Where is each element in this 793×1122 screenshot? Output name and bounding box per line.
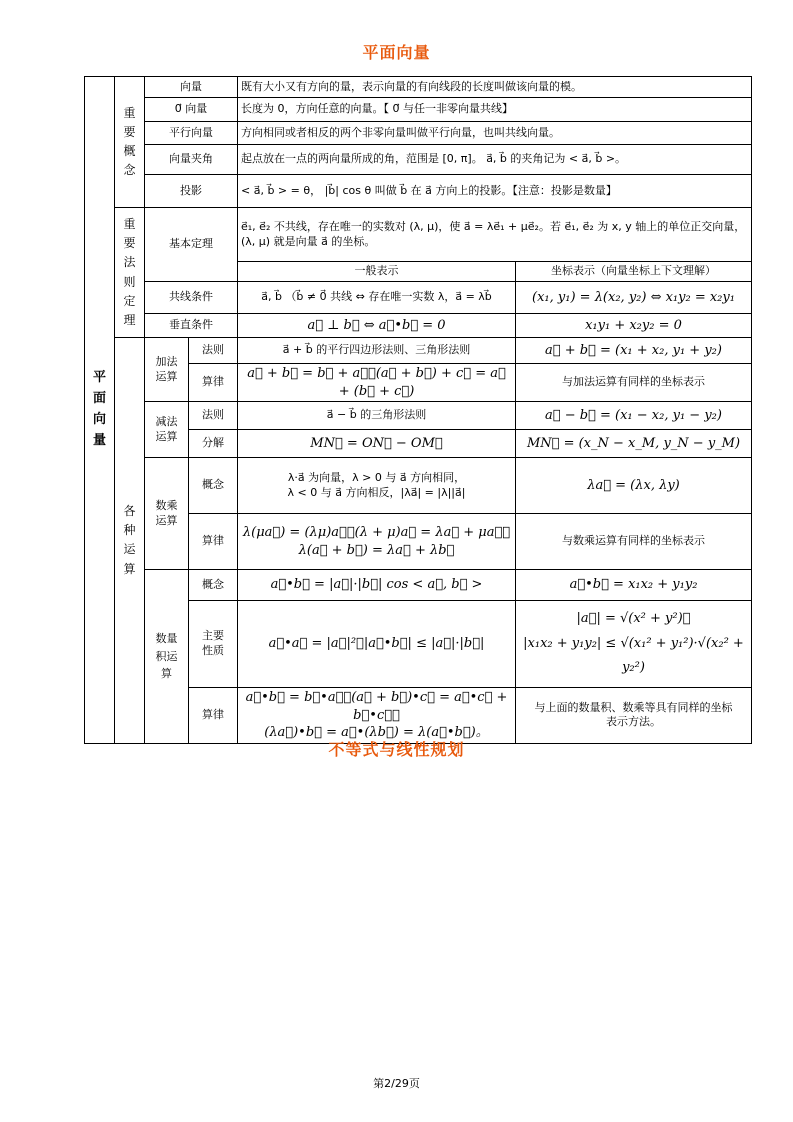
concept-text: 起点放在一点的两向量所成的角，范围是 [0, π]。 a⃗, b⃗ 的夹角记为 < a⃗, b⃗ >。 — [238, 145, 752, 175]
main-label: 平 面 向 量 — [85, 77, 115, 744]
concept-text: 长度为 0，方向任意的向量。【 0⃗ 与任一非零向量共线】 — [238, 98, 752, 122]
page-title: 平面向量 — [362, 43, 431, 62]
scalar-law-name: 算律 — [189, 514, 238, 570]
ops-label: 各 种 运 算 — [115, 338, 145, 744]
sub-dec-name: 分解 — [189, 430, 238, 458]
dot-concept-coord: a⃗•b⃗ = x₁x₂ + y₁y₂ — [516, 570, 752, 601]
theorems-label: 重 要 法 则 定 理 — [115, 208, 145, 338]
perpendicular-coord: x₁y₁ + x₂y₂ = 0 — [516, 314, 752, 338]
header-coord: 坐标表示（向量坐标上下文理解） — [516, 262, 752, 282]
dot-prop-general: a⃗•a⃗ = |a⃗|²，|a⃗•b⃗| ≤ |a⃗|·|b⃗| — [238, 601, 516, 688]
scalar-concept-name: 概念 — [189, 458, 238, 514]
scalar-concept-general: λ·a⃗ 为向量，λ > 0 与 a⃗ 方向相同， λ < 0 与 a⃗ 方向相反，|λa⃗| = |λ||a⃗| — [238, 458, 516, 514]
sub-rule-general: a⃗ − b⃗ 的三角形法则 — [238, 402, 516, 430]
header-general: 一般表示 — [238, 262, 516, 282]
concept-name: 投影 — [145, 175, 238, 208]
dot-prop-name: 主要 性质 — [189, 601, 238, 688]
concept-text: < a⃗, b⃗ > = θ， |b⃗| cos θ 叫做 b⃗ 在 a⃗ 方向上的投影。【注意：投影是数量】 — [238, 175, 752, 208]
basic-theorem-name: 基本定理 — [145, 208, 238, 282]
sub-label: 减法 运算 — [145, 402, 189, 458]
concept-name: 向量夹角 — [145, 145, 238, 175]
add-rule-name: 法则 — [189, 338, 238, 364]
dot-prop-coord: |a⃗| = √(x² + y²)， |x₁x₂ + y₁y₂| ≤ √(x₁² + y₁²)·√(x₂² + y₂²) — [516, 601, 752, 688]
add-rule-general: a⃗ + b⃗ 的平行四边形法则、三角形法则 — [238, 338, 516, 364]
page-number: 第2/29页 — [373, 1077, 420, 1090]
perpendicular-name: 垂直条件 — [145, 314, 238, 338]
dot-law-general: a⃗•b⃗ = b⃗•a⃗，(a⃗ + b⃗)•c⃗ = a⃗•c⃗ + b⃗•c⃗， (λa⃗)•b⃗ = a⃗•(λb⃗) = λ(a⃗•b⃗)。 — [238, 688, 516, 744]
perpendicular-general: a⃗ ⊥ b⃗ ⇔ a⃗•b⃗ = 0 — [238, 314, 516, 338]
sub-rule-coord: a⃗ − b⃗ = (x₁ − x₂, y₁ − y₂) — [516, 402, 752, 430]
add-label: 加法 运算 — [145, 338, 189, 402]
add-law-general: a⃗ + b⃗ = b⃗ + a⃗，(a⃗ + b⃗) + c⃗ = a⃗ + (b⃗ + c⃗) — [238, 364, 516, 402]
dot-concept-general: a⃗•b⃗ = |a⃗|·|b⃗| cos < a⃗, b⃗ > — [238, 570, 516, 601]
dot-label: 数量 积运 算 — [145, 570, 189, 744]
sub-dec-coord: MN⃗ = (x_N − x_M, y_N − y_M) — [516, 430, 752, 458]
add-law-coord: 与加法运算有同样的坐标表示 — [516, 364, 752, 402]
vector-summary-table — [84, 76, 752, 744]
concept-name: 向量 — [145, 77, 238, 98]
add-rule-coord: a⃗ + b⃗ = (x₁ + x₂, y₁ + y₂) — [516, 338, 752, 364]
concept-text: 方向相同或者相反的两个非零向量叫做平行向量，也叫共线向量。 — [238, 122, 752, 145]
dot-law-coord: 与上面的数量积、数乘等具有同样的坐标 表示方法。 — [516, 688, 752, 744]
scalar-law-general: λ(μa⃗) = (λμ)a⃗，(λ + μ)a⃗ = λa⃗ + μa⃗， λ(a⃗ + b⃗) = λa⃗ + λb⃗ — [238, 514, 516, 570]
concept-name: 0⃗ 向量 — [145, 98, 238, 122]
scalar-concept-coord: λa⃗ = (λx, λy) — [516, 458, 752, 514]
collinear-name: 共线条件 — [145, 282, 238, 314]
scalar-law-coord: 与数乘运算有同样的坐标表示 — [516, 514, 752, 570]
sub-rule-name: 法则 — [189, 402, 238, 430]
basic-theorem-text: e⃗₁, e⃗₂ 不共线，存在唯一的实数对 (λ, μ)，使 a⃗ = λe⃗₁ + μe⃗₂。若 e⃗₁, e⃗₂ 为 x, y 轴上的单位正交向量，(λ, μ) 就是向量 a⃗ 的坐标。 — [238, 208, 752, 262]
collinear-coord: (x₁, y₁) = λ(x₂, y₂) ⇔ x₁y₂ = x₂y₁ — [516, 282, 752, 314]
concepts-label: 重 要 概 念 — [115, 77, 145, 208]
concept-text: 既有大小又有方向的量，表示向量的有向线段的长度叫做该向量的模。 — [238, 77, 752, 98]
dot-law-name: 算律 — [189, 688, 238, 744]
dot-concept-name: 概念 — [189, 570, 238, 601]
add-law-name: 算律 — [189, 364, 238, 402]
collinear-general: a⃗, b⃗ （b⃗ ≠ 0⃗ 共线 ⇔ 存在唯一实数 λ，a⃗ = λb⃗ — [238, 282, 516, 314]
scalar-label: 数乘 运算 — [145, 458, 189, 570]
sub-dec-general: MN⃗ = ON⃗ − OM⃗ — [238, 430, 516, 458]
next-section-title: 不等式与线性规划 — [328, 740, 465, 759]
concept-name: 平行向量 — [145, 122, 238, 145]
